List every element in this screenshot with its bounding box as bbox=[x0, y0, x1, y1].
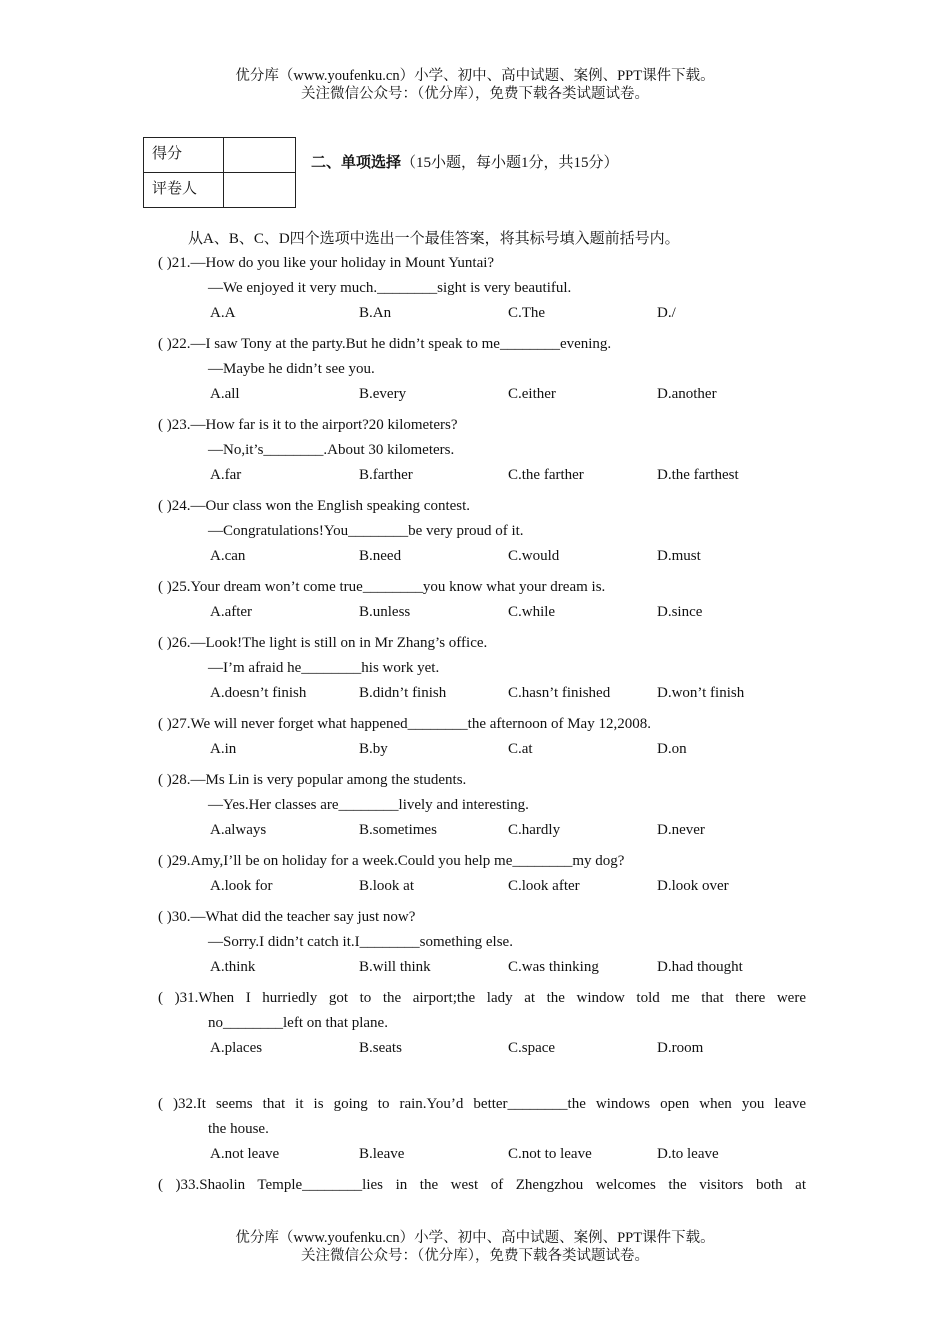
option-b: B.need bbox=[359, 548, 402, 564]
question-line: —Yes.Her classes are________lively and interesting. bbox=[208, 797, 529, 813]
options-row bbox=[158, 544, 806, 569]
header-line-2: 关注微信公众号：（优分库），免费下载各类试题试卷。 bbox=[301, 86, 649, 102]
score-cell bbox=[224, 138, 296, 173]
question-24 bbox=[158, 494, 806, 569]
option-b: B.by bbox=[359, 741, 388, 757]
option-b: B.will think bbox=[359, 959, 431, 975]
question-33 bbox=[158, 1173, 806, 1198]
question-stem: ( )27.We will never forget what happened________the afternoon of May 12,2008. bbox=[158, 716, 651, 732]
question-line: —I’m afraid he________his work yet. bbox=[208, 660, 440, 676]
option-d: D.the farthest bbox=[657, 467, 739, 483]
question-stem: ( )25.Your dream won’t come true________you know what your dream is. bbox=[158, 579, 606, 595]
option-a: A.after bbox=[210, 604, 253, 620]
options-row bbox=[158, 463, 806, 488]
option-c: C.hasn’t finished bbox=[508, 685, 611, 701]
option-a: A.not leave bbox=[210, 1146, 280, 1162]
option-c: C.space bbox=[508, 1040, 556, 1056]
question-23 bbox=[158, 413, 806, 488]
option-b: B.every bbox=[359, 386, 407, 402]
option-d: D.to leave bbox=[657, 1146, 719, 1162]
question-stem: ( )28.—Ms Lin is very popular among the students. bbox=[158, 772, 467, 788]
question-line: —No,it’s________.About 30 kilometers. bbox=[208, 442, 455, 458]
question-stem: ( )30.—What did the teacher say just now? bbox=[158, 909, 416, 925]
option-d: D.look over bbox=[657, 878, 729, 894]
option-a: A.doesn’t finish bbox=[210, 685, 307, 701]
options-row bbox=[158, 874, 806, 899]
question-line: —We enjoyed it very much.________sight is very beautiful. bbox=[208, 280, 572, 296]
question-28 bbox=[158, 768, 806, 843]
option-c: C.look after bbox=[508, 878, 580, 894]
option-a: A.can bbox=[210, 548, 246, 564]
option-c: C.at bbox=[508, 741, 533, 757]
question-stem: ( )29.Amy,I’ll be on holiday for a week.Could you help me________my dog? bbox=[158, 853, 625, 869]
option-c: C.the farther bbox=[508, 467, 584, 483]
grader-label: 评卷人 bbox=[144, 173, 224, 208]
option-d: D.on bbox=[657, 741, 687, 757]
option-d: D.since bbox=[657, 604, 703, 620]
question-stem: ( )24.—Our class won the English speaking contest. bbox=[158, 498, 471, 514]
option-a: A.always bbox=[210, 822, 267, 838]
question-stem: ( )22.—I saw Tony at the party.But he didn’t speak to me________evening. bbox=[158, 336, 612, 352]
header-line-1: 优分库（www.youfenku.cn）小学、初中、高中试题、案例、PPT课件下载。 bbox=[235, 68, 715, 84]
section-title-rest: （15小题，每小题1分，共15分） bbox=[401, 155, 619, 171]
option-a: A.look for bbox=[210, 878, 273, 894]
option-c: C.hardly bbox=[508, 822, 561, 838]
question-stem: ( )31.When I hurriedly got to the airport;the lady at the window told me that there were bbox=[158, 990, 806, 1006]
options-row bbox=[158, 681, 806, 706]
page-header bbox=[0, 67, 950, 103]
question-27 bbox=[158, 712, 806, 762]
question-26 bbox=[158, 631, 806, 706]
option-a: A.think bbox=[210, 959, 256, 975]
section-title bbox=[311, 151, 619, 172]
question-25 bbox=[158, 575, 806, 625]
option-d: D.won’t finish bbox=[657, 685, 745, 701]
option-c: C.while bbox=[508, 604, 556, 620]
option-a: A.in bbox=[210, 741, 237, 757]
footer-line-2: 关注微信公众号：（优分库），免费下载各类试题试卷。 bbox=[301, 1248, 649, 1264]
option-b: B.sometimes bbox=[359, 822, 437, 838]
options-row bbox=[158, 1036, 806, 1061]
option-c: C.not to leave bbox=[508, 1146, 592, 1162]
question-30 bbox=[158, 905, 806, 980]
options-row bbox=[158, 382, 806, 407]
instruction: 从A、B、C、D四个选项中选出一个最佳答案，将其标号填入题前括号内。 bbox=[188, 231, 680, 247]
option-d: D.had thought bbox=[657, 959, 743, 975]
question-line: —Maybe he didn’t see you. bbox=[208, 361, 375, 377]
option-d: D.another bbox=[657, 386, 717, 402]
option-c: C.would bbox=[508, 548, 560, 564]
section-title-bold: 二、单项选择 bbox=[311, 155, 402, 171]
score-table bbox=[143, 137, 296, 208]
options-row bbox=[158, 737, 806, 762]
question-line: —Sorry.I didn’t catch it.I________something else. bbox=[208, 934, 513, 950]
options-row bbox=[158, 955, 806, 980]
question-32 bbox=[158, 1092, 806, 1167]
option-a: A.far bbox=[210, 467, 242, 483]
score-label: 得分 bbox=[144, 138, 224, 173]
question-line: the house. bbox=[208, 1121, 269, 1137]
question-21 bbox=[158, 251, 806, 326]
option-d: D.never bbox=[657, 822, 705, 838]
option-a: A.all bbox=[210, 386, 240, 402]
options-row bbox=[158, 600, 806, 625]
question-stem: ( )32.It seems that it is going to rain.You’d better________the windows open when you leave bbox=[158, 1096, 806, 1112]
option-c: C.either bbox=[508, 386, 556, 402]
option-b: B.didn’t finish bbox=[359, 685, 447, 701]
option-a: A.A bbox=[210, 305, 236, 321]
question-line: no________left on that plane. bbox=[208, 1015, 388, 1031]
question-29 bbox=[158, 849, 806, 899]
grader-cell bbox=[224, 173, 296, 208]
question-31 bbox=[158, 986, 806, 1061]
question-list bbox=[158, 251, 806, 1204]
option-d: D.room bbox=[657, 1040, 704, 1056]
page-footer bbox=[0, 1229, 950, 1265]
option-c: C.was thinking bbox=[508, 959, 599, 975]
options-row bbox=[158, 818, 806, 843]
options-row bbox=[158, 301, 806, 326]
footer-line-1: 优分库（www.youfenku.cn）小学、初中、高中试题、案例、PPT课件下载。 bbox=[235, 1230, 715, 1246]
option-b: B.An bbox=[359, 305, 392, 321]
option-b: B.look at bbox=[359, 878, 414, 894]
question-stem: ( )33.Shaolin Temple________lies in the west of Zhengzhou welcomes the visitors both at bbox=[158, 1177, 806, 1193]
option-a: A.places bbox=[210, 1040, 263, 1056]
option-b: B.unless bbox=[359, 604, 411, 620]
option-d: D.must bbox=[657, 548, 701, 564]
option-b: B.leave bbox=[359, 1146, 405, 1162]
option-b: B.farther bbox=[359, 467, 413, 483]
option-c: C.The bbox=[508, 305, 546, 321]
option-d: D./ bbox=[657, 305, 676, 321]
question-22 bbox=[158, 332, 806, 407]
spacer bbox=[158, 1067, 806, 1092]
question-stem: ( )26.—Look!The light is still on in Mr Zhang’s office. bbox=[158, 635, 488, 651]
question-line: —Congratulations!You________be very proud of it. bbox=[208, 523, 524, 539]
question-stem: ( )21.—How do you like your holiday in Mount Yuntai? bbox=[158, 255, 495, 271]
question-stem: ( )23.—How far is it to the airport?20 kilometers? bbox=[158, 417, 458, 433]
options-row bbox=[158, 1142, 806, 1167]
option-b: B.seats bbox=[359, 1040, 402, 1056]
